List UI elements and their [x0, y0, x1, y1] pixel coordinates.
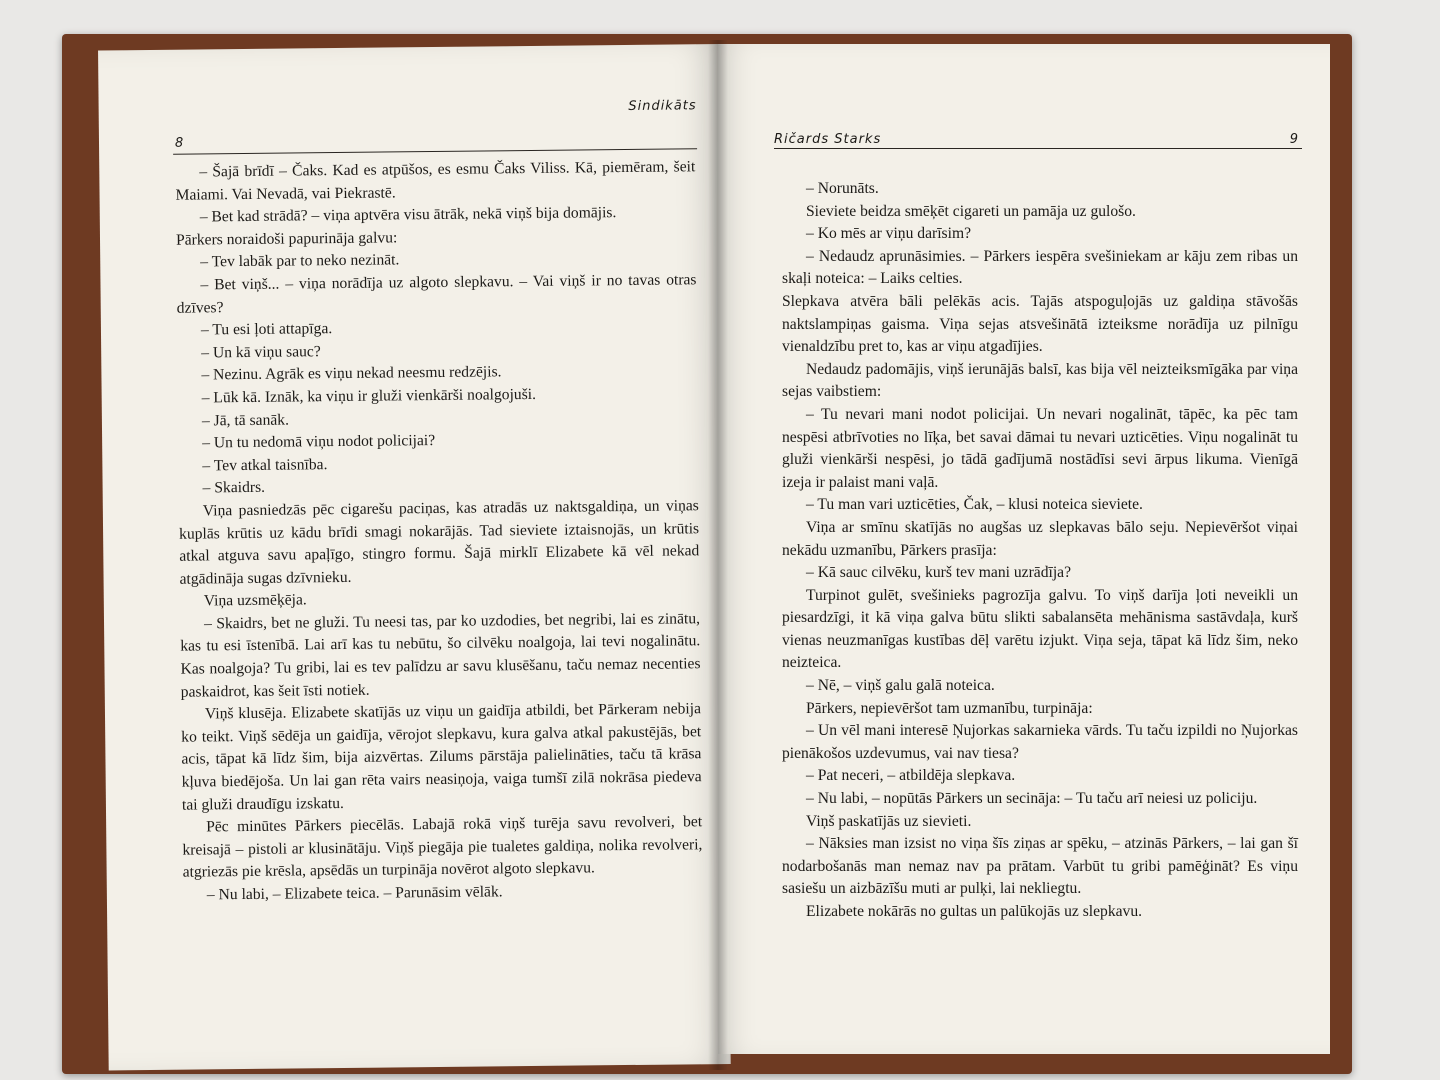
paragraph: Slepkava atvēra bāli pelēkās acis. Tajās atspoguļojās uz galdiņa stāvošās naktslampiņas gaisma. Viņa sejas atsvešinātā izteiksme norādīja uz pilnīgu vienaldzību pret to, kas ar viņu atgadījies. [782, 292, 1298, 356]
paragraph: Viņa pasniedzās pēc cigarešu paciņas, kas atradās uz naktsgaldiņa, un viņas kuplās krūtis uz kādu brīdi smagi nokarājās. Tad sieviete iztaisnojās, un krūtis atkal atguva savu apaļīgo, stingro formu. Šajā mirklī Elizabete kā vēl nekad atgādināja sugas dzīvnieku. [179, 497, 700, 588]
paragraph: – Jā, tā sanāk. [201, 411, 290, 429]
paragraph: Viņš klusēja. Elizabete skatījās uz viņu un gaidīja atbildi, bet Pārkeram nebija ko teikt. Viņš sēdēja un gaidīja, vērojot slepkavu, kura galva atkal pakustējās, bet acis, tāpat kā līdz šim, bija aizvērtas. Zilums pārstāja palielināties, taču tā krāsa kļuva biedējoša. Un lai gan rēta vairs neasiņoja, vaiga tumšī zilā nokrāsa piedeva tai gluži draudīgu izskatu. [181, 700, 702, 814]
paragraph: – Un tu nedomā viņu nodot policijai? [202, 432, 436, 452]
paragraph: – Norunāts. [806, 180, 879, 197]
paragraph: – Un kā viņu sauc? [201, 342, 321, 362]
page-body [782, 178, 1298, 924]
paragraph: – Pat neceri, – atbildēja slepkava. [806, 767, 1016, 785]
paragraph: – Ko mēs ar viņu darīsim? [806, 225, 971, 243]
paragraph: – Nu labi, – nopūtās Pārkers un secināja: – Tu taču arī neiesi uz policiju. [806, 790, 1258, 808]
paragraph: Viņš paskatījās uz sievieti. [806, 812, 972, 830]
running-title: Ričards Starks [774, 132, 882, 147]
paragraph: – Tev atkal taisnība. [202, 455, 328, 475]
paragraph: – Tev labāk par to neko nezināt. [200, 251, 400, 271]
paragraph: Sieviete beidza smēķēt cigareti un pamāja uz gulošo. [806, 202, 1136, 220]
paragraph: Pārkers, nepievēršot tam uzmanību, turpināja: [806, 699, 1093, 717]
paragraph: Pārkers noraidoši papurināja galvu: [175, 229, 398, 249]
header-rule [173, 148, 697, 154]
book-gutter [708, 40, 728, 1070]
paragraph: Turpinot gulēt, svešinieks pagrozīja galvu. To viņš darīja ļoti neveikli un piesardzīgi, it kā viņa galva būtu slikti sabalansēta mehānisma sastāvdaļa, kurš vienas neuzmanīgas kustības dēļ varētu izjukt. Viņa seja, tāpat kā līdz šim, neko neizteica. [782, 586, 1298, 672]
page-number: 8 [174, 135, 184, 151]
paragraph: – Lūk kā. Iznāk, ka viņu ir gluži vienkārši noalgojuši. [201, 385, 537, 407]
paragraph: Pēc minūtes Pārkers piecēlās. Labajā rokā viņš turēja savu revolveri, bet kreisajā – pistoli ar klusinātāju. Viņš piegāja pie tualetes galdiņa, nolika revolveri, atgriezās pie krēsla, apsēdās un turpināja novērot algoto slepkavu. [182, 813, 703, 882]
paragraph: – Tu nevari mani nodot policijai. Un nevari nogalināt, tāpēc, ka pēc tam nespēsi atbrīvoties no līķa, bet savai dāmai tu nevari uzticēties. Viņu nogalināt tu gluži vienkārši nespēsi, jo tādā gadījumā nostādīsi sevi ārpus likuma. Vienīgā izeja ir palaist mani vaļā. [782, 405, 1298, 491]
paragraph: – Tu esi ļoti attapīga. [200, 320, 333, 339]
paragraph: – Nu labi, – Elizabete teica. – Parunāsim vēlāk. [206, 883, 503, 904]
paragraph: – Šajā brīdī – Čaks. Kad es atpūšos, es esmu Čaks Viliss. Kā, piemēram, šeit Maiami. Vai Nevadā, vai Piekrastē. [175, 158, 696, 204]
paragraph: Nedaudz padomājis, viņš ierunājās balsī, kas bija vēl neizteiksmīgāka par viņa sejas vaibstiem: [782, 360, 1298, 401]
paragraph: Viņa uzsmēķēja. [203, 591, 307, 610]
running-title: Sindikāts [628, 98, 697, 114]
paragraph: – Nezinu. Agrāk es viņu nekad neesmu redzējis. [201, 363, 502, 384]
paragraph: – Tu man vari uzticēties, Čak, – klusi noteica sieviete. [806, 496, 1143, 514]
paragraph: – Bet kad strādā? – viņa aptvēra visu ātrāk, nekā viņš bija domājis. [199, 204, 617, 226]
paragraph: – Nedaudz aprunāsimies. – Pārkers iespēra svešiniekam ar kāju zem ribas un skaļi noteica: – Laiks celties. [782, 247, 1298, 288]
paragraph: – Bet viņš... – viņa norādīja uz algoto slepkavu. – Vai viņš ir no tavas otras dzīves? [176, 271, 697, 317]
paragraph: Elizabete nokārās no gultas un palūkojās uz slepkavu. [806, 903, 1143, 920]
paragraph: – Kā sauc cilvēku, kurš tev mani uzrādīja? [806, 564, 1071, 582]
page-number: 9 [1289, 132, 1298, 147]
paragraph: – Un vēl mani interesē Ņujorkas sakarnieka vārds. Tu taču izpildi no Ņujorkas pienākošos uzdevumus, vai nav tiesa? [782, 722, 1298, 762]
paragraph: Viņa ar smīnu skatījās no augšas uz slepkavas bālo seju. Nepievēršot viņai nekādu uzmanību, Pārkers prasīja: [782, 518, 1298, 559]
left-page [98, 44, 731, 1070]
header-rule [774, 148, 1302, 149]
page-body [175, 156, 703, 907]
right-page [718, 44, 1330, 1054]
paragraph: – Nāksies man izsist no viņa šīs ziņas ar spēku, – atzinās Pārkers, – lai gan šī nodarbošanās man nemaz nav pa prātam. Varbūt tu gribi pamēģināt? Es viņu sasiešu un aizbāzīšu muti ar pulķi, lai nekliegtu. [782, 835, 1298, 898]
paragraph: – Skaidrs, bet ne gluži. Tu neesi tas, par ko uzdodies, bet negribi, lai es zinātu, kas tu esi īstenībā. Lai arī kas tu nebūtu, šo cilvēku noalgoja, lai tevi nogalinātu. Kas noalgoja? Tu gribi, lai es tev palīdzu ar savu klusēšanu, taču nemaz necenties paskaidrot, kas šeit īsti notiek. [180, 610, 701, 701]
paragraph: – Nē, – viņš galu galā noteica. [806, 677, 995, 695]
paragraph: – Skaidrs. [202, 479, 266, 497]
